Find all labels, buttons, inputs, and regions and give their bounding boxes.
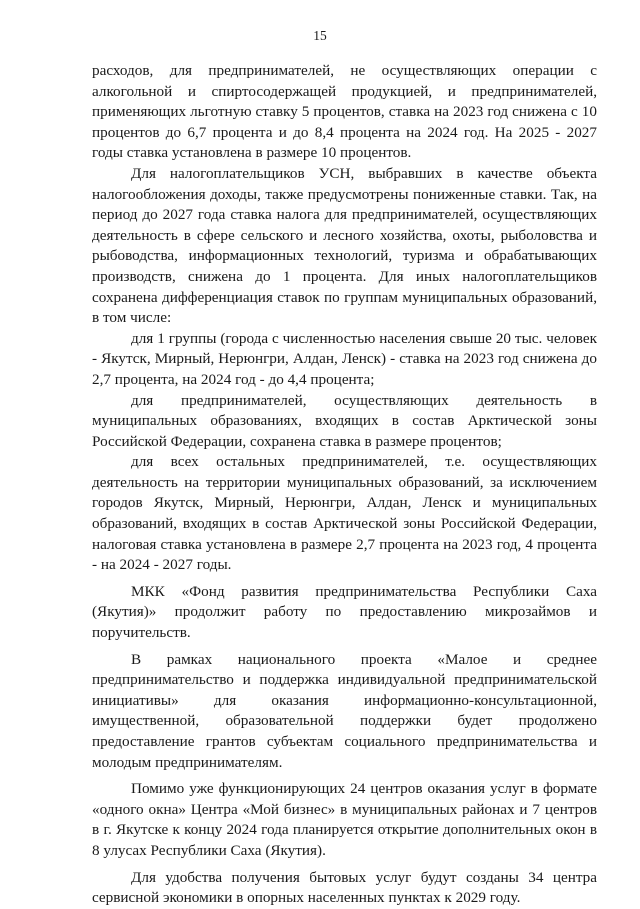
paragraph-national-project: В рамках национального проекта «Малое и среднее предпринимательство и поддержка индивидуальной предпринимательской инициативы» для оказания информационно-консультационной, имущественной, образовательной поддержки будет продолжено предоставление грантов субъектам социального предпринимательства и молодым предпринимателям.	[92, 650, 597, 771]
paragraph-usn-rates: Для налогоплательщиков УСН, выбравших в качестве объекта налогообложения доходы, также предусмотрены пониженные ставки. Так, на период до 2027 года ставка налога для предпринимателей, осуществляющих деятельность в сфере сельского и лесного хозяйства, охоты, рыболовства и рыбоводства, информационных технологий, туризма и обрабатывающих производств, снижена до 1 процента. Для иных налогоплательщиков сохранена дифференциация ставок по группам муниципальных образований, в том числе:	[92, 164, 597, 327]
paragraph-group-1: для 1 группы (города с численностью населения свыше 20 тыс. человек - Якутск, Мирный, Нерюнгри, Алдан, Ленск) - ставка на 2023 год снижена до 2,7 процента, на 2024 год - до 4,4 процента;	[92, 329, 597, 388]
document-body	[92, 61, 597, 909]
paragraph-service-economy: Для удобства получения бытовых услуг будут созданы 34 центра сервисной экономики в опорных населенных пунктах к 2029 году.	[92, 868, 597, 907]
paragraph-continuation: расходов, для предпринимателей, не осуществляющих операции с алкогольной и спиртосодержащей продукцией, и предпринимателей, применяющих льготную ставку 5 процентов, ставка на 2023 год снижена с 10 процентов до 6,7 процента и до 8,4 процента на 2024 год. На 2025 - 2027 годы ставка установлена в размере 10 процентов.	[92, 62, 597, 162]
paragraph-my-business-centers: Помимо уже функционирующих 24 центров оказания услуг в формате «одного окна» Центра «Мой бизнес» в муниципальных районах и 7 центров в г. Якутске к концу 2024 года планируется открытие дополнительных окон в 8 улусах Республики Саха (Якутия).	[92, 780, 597, 859]
paragraph-other-entrepreneurs: для всех остальных предпринимателей, т.е. осуществляющих деятельность на территории муниципальных образований, за исключением городов Якутск, Мирный, Нерюнгри, Алдан, Ленск и муниципальных образований, входящих в состав Арктической зоны Российской Федерации, налоговая ставка установлена в размере 2,7 процента на 2023 год, 4 процента - на 2024 - 2027 годы.	[92, 453, 597, 574]
page-number: 15	[313, 28, 327, 43]
paragraph-mkk-fund: МКК «Фонд развития предпринимательства Республики Саха (Якутия)» продолжит работу по предоставлению микрозаймов и поручительств.	[92, 582, 597, 642]
paragraph-arctic-zone: для предпринимателей, осуществляющих деятельность в муниципальных образованиях, входящих в состав Арктической зоны Российской Федерации, сохранена ставка в размере процентов;	[92, 391, 597, 450]
